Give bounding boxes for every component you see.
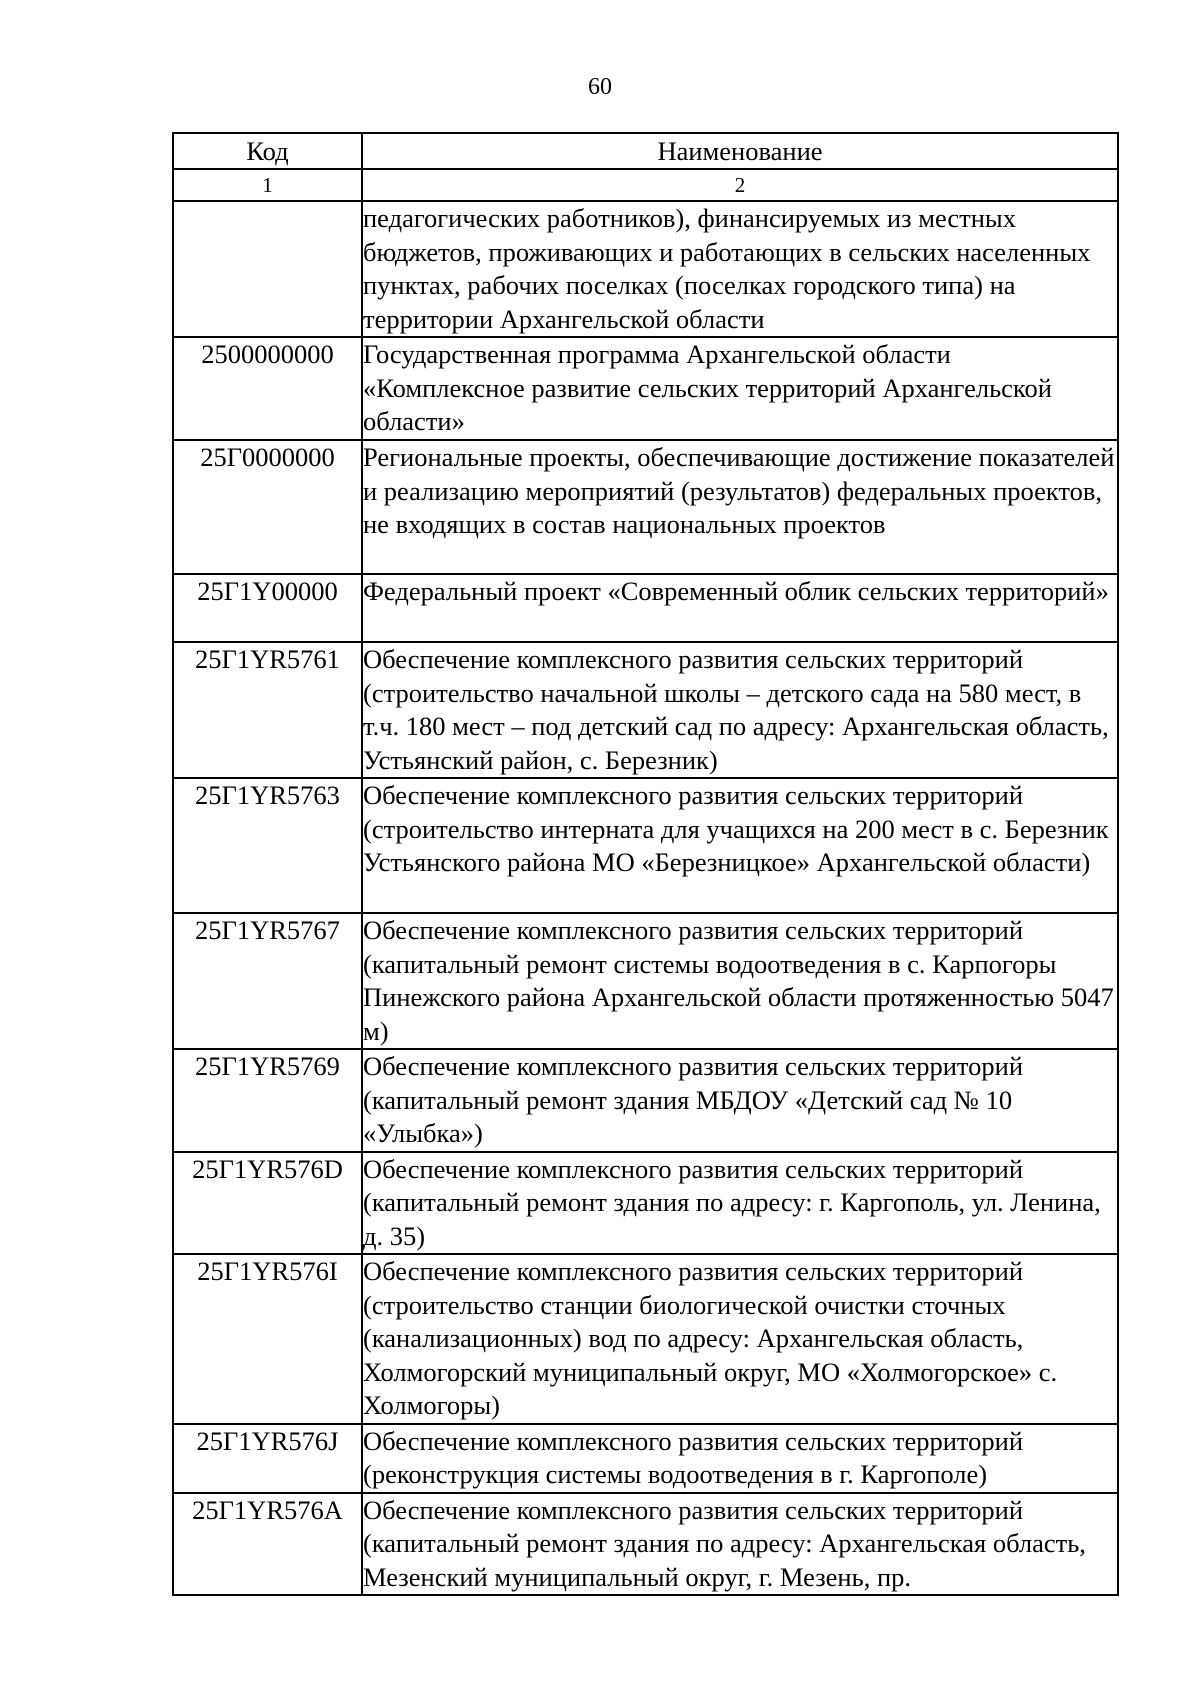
row-code: 25Г1YR5769 (173, 1049, 362, 1152)
row-name: Обеспечение комплексного развития сельских территорий (капитальный ремонт здания по адресу: г. Каргополь, ул. Ленина, д. 35) (362, 1152, 1118, 1255)
table-row (173, 642, 1118, 778)
row-name: Обеспечение комплексного развития сельских территорий (капитальный ремонт системы водоотведения в с. Карпогоры Пинежского района Архангельской области протяженностью 5047 м) (362, 913, 1118, 1049)
row-code: 2500000000 (173, 337, 362, 440)
row-code: 25Г1YR576J (173, 1424, 362, 1493)
row-code: 25Г1YR5761 (173, 642, 362, 778)
header-row (173, 133, 1118, 169)
table-row (173, 1254, 1118, 1424)
row-code: 25Г1YR576I (173, 1254, 362, 1424)
row-name: Федеральный проект «Современный облик сельских территорий» (362, 574, 1118, 642)
column-header-name: Наименование (362, 133, 1118, 169)
table-row (173, 913, 1118, 1049)
table-row (173, 1424, 1118, 1493)
table-row (173, 440, 1118, 574)
row-code: 25Г0000000 (173, 440, 362, 574)
row-name: Государственная программа Архангельской области «Комплексное развитие сельских территорий Архангельской области» (362, 337, 1118, 440)
table-row (173, 574, 1118, 642)
row-code (173, 201, 362, 337)
row-name: Региональные проекты, обеспечивающие достижение показателей и реализацию мероприятий (результатов) федеральных проектов, не входящих в состав национальных проектов (362, 440, 1118, 574)
page-number: 60 (588, 74, 612, 100)
column-number-code: 1 (173, 169, 362, 201)
row-code: 25Г1YR576D (173, 1152, 362, 1255)
column-header-code: Код (173, 133, 362, 169)
row-name: Обеспечение комплексного развития сельских территорий (капитальный ремонт здания по адресу: Архангельская область, Мезенский муниципальный округ, г. Мезень, пр. (362, 1493, 1118, 1596)
table-row (173, 778, 1118, 913)
column-number-row (173, 169, 1118, 201)
row-name: Обеспечение комплексного развития сельских территорий (реконструкция системы водоотведения в г. Каргополе) (362, 1424, 1118, 1493)
row-code: 25Г1YR5763 (173, 778, 362, 913)
row-name: Обеспечение комплексного развития сельских территорий (строительство начальной школы – детского сада на 580 мест, в т.ч. 180 мест – под детский сад по адресу: Архангельская область, Устьянский район, с. Березник) (362, 642, 1118, 778)
row-name: Обеспечение комплексного развития сельских территорий (строительство станции биологической очистки сточных (канализационных) вод по адресу: Архангельская область, Холмогорский муниципальный округ, МО «Холмогорское» с. Холмогоры) (362, 1254, 1118, 1424)
table-row (173, 1493, 1118, 1596)
table-row (173, 337, 1118, 440)
column-number-name: 2 (362, 169, 1118, 201)
table-row (173, 1049, 1118, 1152)
table-row (173, 1152, 1118, 1255)
row-code: 25Г1YR576A (173, 1493, 362, 1596)
row-name: педагогических работников), финансируемых из местных бюджетов, проживающих и работающих в сельских населенных пунктах, рабочих поселках (поселках городского типа) на территории Архангельской области (362, 201, 1118, 337)
table-row (173, 201, 1118, 337)
budget-code-table (172, 132, 1119, 1596)
row-name: Обеспечение комплексного развития сельских территорий (строительство интерната для учащихся на 200 мест в с. Березник Устьянского района МО «Березницкое» Архангельской области) (362, 778, 1118, 913)
row-name: Обеспечение комплексного развития сельских территорий (капитальный ремонт здания МБДОУ «Детский сад № 10 «Улыбка») (362, 1049, 1118, 1152)
row-code: 25Г1YR5767 (173, 913, 362, 1049)
row-code: 25Г1Y00000 (173, 574, 362, 642)
